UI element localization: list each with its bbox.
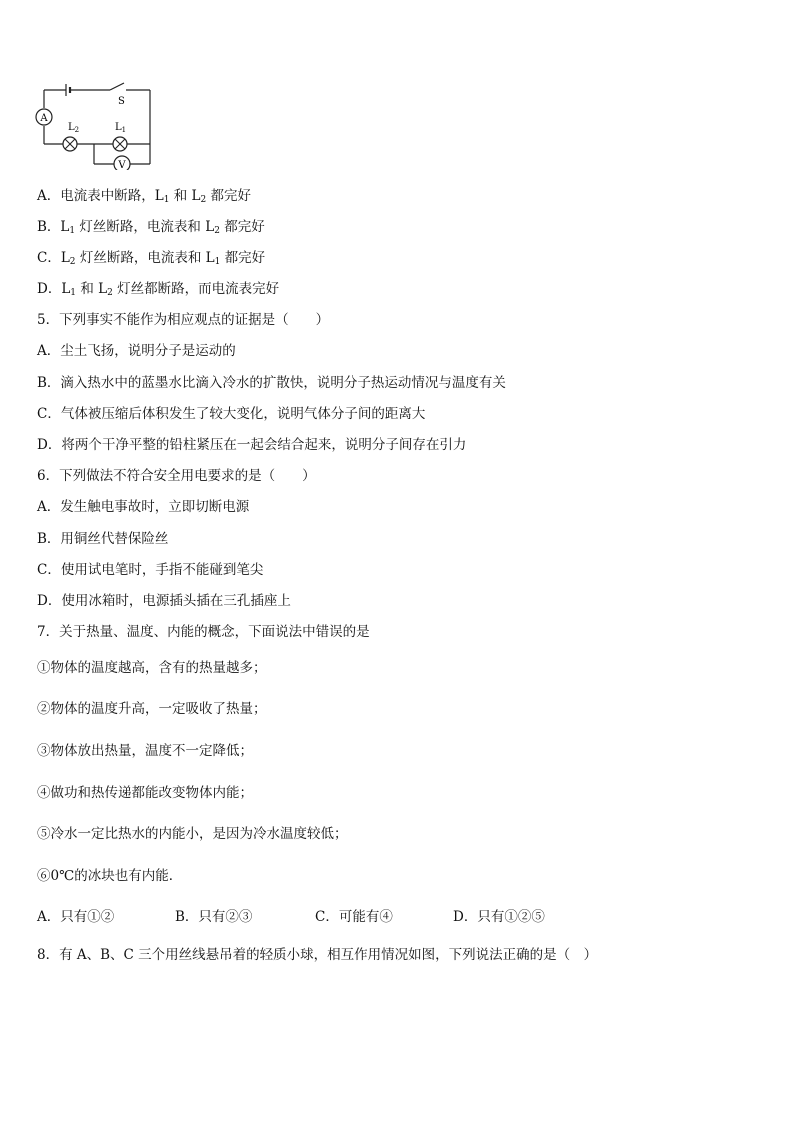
q7-statement-5: ⑤冷水一定比热水的内能小，是因为冷水温度较低； [37, 826, 348, 842]
q6-option-c: C．使用试电笔时，手指不能碰到笔尖 [37, 562, 264, 578]
q4-option-d: D．$L_1$ 和 $L_2$ 灯丝都断路，而电流表完好 [37, 281, 280, 298]
q7-option-d: D．只有①②⑤ [453, 909, 545, 925]
q6-option-a: A．发生触电事故时，立即切断电源 [37, 499, 250, 515]
q4-option-b: B．$L_1$ 灯丝断路，电流表和 $L_2$ 都完好 [37, 219, 265, 236]
q7-statement-3: ③物体放出热量，温度不一定降低； [37, 743, 253, 759]
q8-stem: 8．有 A、B、C 三个用丝线悬吊着的轻质小球，相互作用情况如图，下列说法正确的是（ ） [37, 947, 598, 963]
q5-option-a: A．尘土飞扬，说明分子是运动的 [37, 343, 236, 359]
q7-option-b: B．只有②③ [175, 909, 253, 925]
q5-option-c: C．气体被压缩后体积发生了较大变化，说明气体分子间的距离大 [37, 406, 426, 422]
svg-text:A: A [40, 113, 48, 124]
q5-option-b: B．滴入热水中的蓝墨水比滴入冷水的扩散快，说明分子热运动情况与温度有关 [37, 375, 506, 391]
q7-statement-1: ①物体的温度越高，含有的热量越多； [37, 660, 267, 676]
q5-stem: 5．下列事实不能作为相应观点的证据是（ ） [37, 312, 330, 328]
q7-statement-6: ⑥0℃的冰块也有内能． [37, 868, 183, 884]
voltmeter-symbol [114, 156, 130, 170]
ammeter-symbol [36, 109, 52, 125]
svg-text:V: V [118, 160, 126, 170]
lamp-l1-label: $L_1$ [115, 122, 127, 134]
q6-stem: 6．下列做法不符合安全用电要求的是（ ） [37, 468, 316, 484]
q4-option-a: A．电流表中断路，$L_1$ 和 $L_2$ 都完好 [37, 188, 252, 205]
lamp-l1-symbol [113, 137, 127, 151]
q7-option-c: C．可能有④ [315, 909, 393, 925]
q7-statement-2: ②物体的温度升高，一定吸收了热量； [37, 701, 267, 717]
q4-option-c: C．$L_2$ 灯丝断路，电流表和 $L_1$ 都完好 [37, 250, 266, 267]
circuit-diagram [30, 78, 160, 170]
lamp-l2-symbol [63, 137, 77, 151]
lamp-l2-label: $L_2$ [68, 122, 80, 134]
q5-option-d: D．将两个干净平整的铅柱紧压在一起会结合起来，说明分子间存在引力 [37, 437, 467, 453]
q7-statement-4: ④做功和热传递都能改变物体内能； [37, 785, 253, 801]
switch-label: S [118, 96, 125, 107]
q7-stem: 7．关于热量、温度、内能的概念，下面说法中错误的是 [37, 624, 370, 640]
q7-option-a: A．只有①② [37, 909, 115, 925]
q6-option-d: D．使用冰箱时，电源插头插在三孔插座上 [37, 593, 291, 609]
q7-options [37, 908, 545, 926]
q6-option-b: B．用铜丝代替保险丝 [37, 531, 169, 547]
